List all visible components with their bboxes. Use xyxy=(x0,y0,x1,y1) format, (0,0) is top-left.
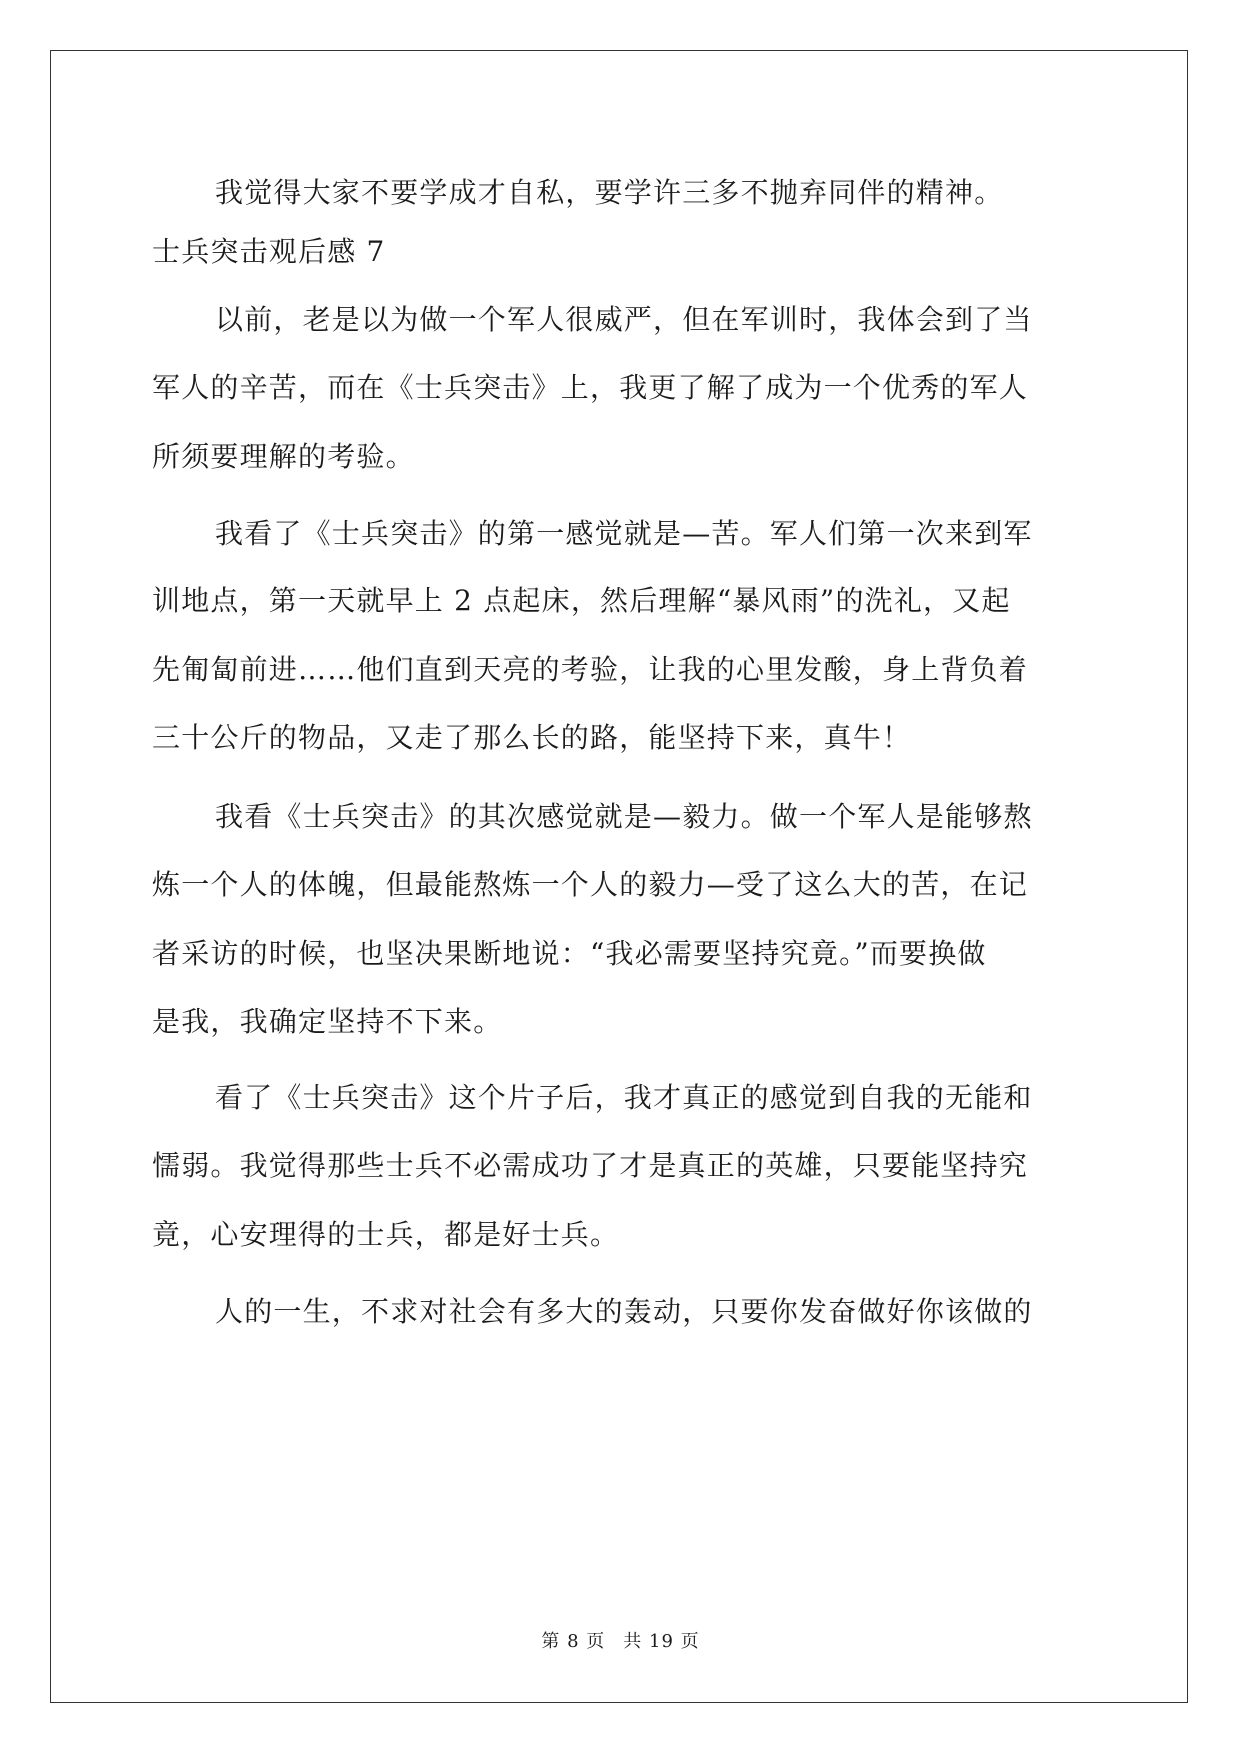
paragraph-line: 训地点，第一天就早上 2 点起床，然后理解“暴风雨”的洗礼，又起 xyxy=(152,584,1011,617)
paragraph-line: 所须要理解的考验。 xyxy=(152,440,415,473)
paragraph-line: 三十公斤的物品，又走了那么长的路，能坚持下来，真牛！ xyxy=(152,721,912,754)
page-number: 第 8 页 xyxy=(541,1631,606,1652)
paragraph-line: 人的一生，不求对社会有多大的轰动，只要你发奋做好你该做的 xyxy=(215,1295,1033,1328)
paragraph-line: 我看《士兵突击》的其次感觉就是—毅力。做一个军人是能够熬 xyxy=(215,800,1033,833)
paragraph-line: 炼一个人的体魄，但最能熬炼一个人的毅力—受了这么大的苦，在记 xyxy=(152,868,1029,901)
paragraph-line: 竟，心安理得的士兵，都是好士兵。 xyxy=(152,1218,620,1251)
paragraph-line: 看了《士兵突击》这个片子后，我才真正的感觉到自我的无能和 xyxy=(215,1081,1033,1114)
paragraph-line: 者采访的时候，也坚决果断地说：“我必需要坚持究竟。”而要换做 xyxy=(152,937,987,970)
paragraph-line: 是我，我确定坚持不下来。 xyxy=(152,1005,503,1038)
paragraph-line: 军人的辛苦，而在《士兵突击》上，我更了解了成为一个优秀的军人 xyxy=(152,371,1029,404)
page-total: 共 19 页 xyxy=(623,1631,700,1652)
paragraph-line: 懦弱。我觉得那些士兵不必需成功了才是真正的英雄，只要能坚持究 xyxy=(152,1149,1029,1182)
paragraph-line: 以前，老是以为做一个军人很威严，但在军训时，我体会到了当 xyxy=(215,303,1033,336)
section-heading: 士兵突击观后感 7 xyxy=(152,235,386,268)
paragraph-line: 先匍匐前进……他们直到天亮的考验，让我的心里发酸，身上背负着 xyxy=(152,653,1029,686)
paragraph-line: 我觉得大家不要学成才自私，要学许三多不抛弃同伴的精神。 xyxy=(215,176,1004,209)
page-footer xyxy=(0,1630,1241,1654)
paragraph-line: 我看了《士兵突击》的第一感觉就是—苦。军人们第一次来到军 xyxy=(215,517,1033,550)
